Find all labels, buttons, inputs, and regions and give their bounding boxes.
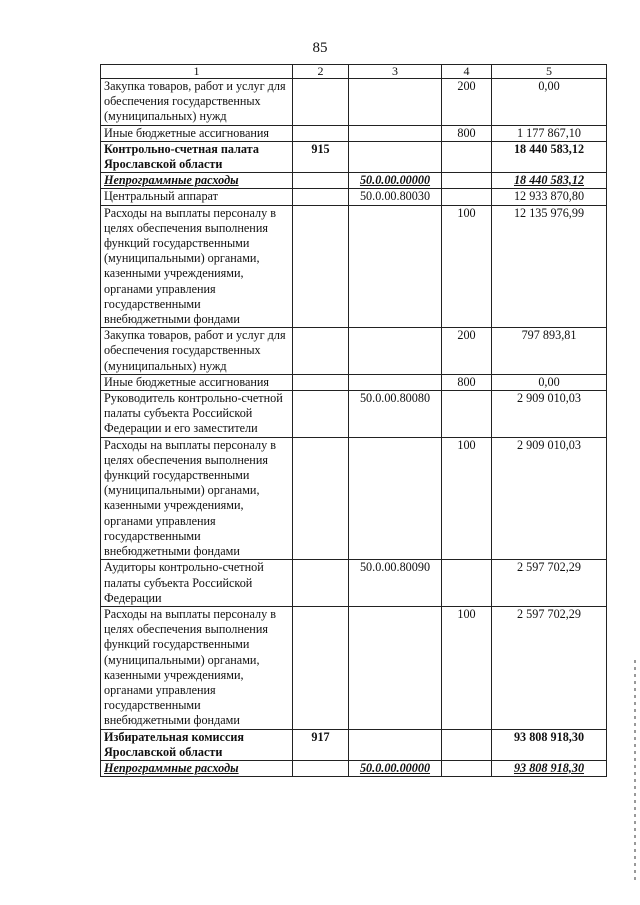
- table-row: [101, 141, 607, 172]
- row-code: [293, 606, 349, 729]
- row-amount: 93 808 918,30: [492, 729, 607, 760]
- row-name: Центральный аппарат: [101, 189, 293, 205]
- row-section: [349, 437, 442, 560]
- row-code: [293, 79, 349, 126]
- row-expense-type: [442, 189, 492, 205]
- row-code: [293, 391, 349, 438]
- row-section: 50.0.00.80030: [349, 189, 442, 205]
- row-expense-type: [442, 391, 492, 438]
- table-row: [101, 205, 607, 328]
- row-name: Контрольно-счетная палата Ярославской области: [101, 141, 293, 172]
- header-row: [101, 65, 607, 79]
- table-row: [101, 79, 607, 126]
- table-row: [101, 125, 607, 141]
- row-expense-type: 100: [442, 606, 492, 729]
- row-section: [349, 328, 442, 375]
- row-amount: 12 135 976,99: [492, 205, 607, 328]
- header-col-3: 3: [349, 65, 442, 79]
- row-name: Непрограммные расходы: [101, 173, 293, 189]
- table-row: [101, 374, 607, 390]
- row-section: [349, 125, 442, 141]
- row-code: [293, 760, 349, 776]
- row-expense-type: [442, 560, 492, 607]
- row-expense-type: [442, 173, 492, 189]
- row-name: Расходы на выплаты персоналу в целях обеспечения выполнения функций государственными (муниципальными) органами, казенными учреждениями, органами управления государственными внебюджетными фондами: [101, 606, 293, 729]
- row-name: Иные бюджетные ассигнования: [101, 374, 293, 390]
- row-code: [293, 374, 349, 390]
- row-section: [349, 374, 442, 390]
- row-expense-type: 100: [442, 205, 492, 328]
- table-row: [101, 437, 607, 560]
- row-section: 50.0.00.80090: [349, 560, 442, 607]
- table-row: [101, 560, 607, 607]
- table-row: [101, 606, 607, 729]
- row-section: [349, 141, 442, 172]
- row-expense-type: 100: [442, 437, 492, 560]
- header-col-1: 1: [101, 65, 293, 79]
- row-code: 915: [293, 141, 349, 172]
- row-name: Непрограммные расходы: [101, 760, 293, 776]
- row-name: Иные бюджетные ассигнования: [101, 125, 293, 141]
- row-section: 50.0.00.80080: [349, 391, 442, 438]
- row-amount: 0,00: [492, 79, 607, 126]
- row-code: 917: [293, 729, 349, 760]
- row-code: [293, 189, 349, 205]
- row-expense-type: [442, 760, 492, 776]
- row-expense-type: [442, 141, 492, 172]
- row-expense-type: 800: [442, 125, 492, 141]
- row-section: [349, 729, 442, 760]
- row-code: [293, 560, 349, 607]
- row-amount: 93 808 918,30: [492, 760, 607, 776]
- budget-table: [100, 64, 607, 777]
- row-code: [293, 328, 349, 375]
- row-name: Закупка товаров, работ и услуг для обеспечения государственных (муниципальных) нужд: [101, 79, 293, 126]
- table-row: [101, 189, 607, 205]
- row-section: [349, 79, 442, 126]
- row-expense-type: 200: [442, 79, 492, 126]
- header-col-2: 2: [293, 65, 349, 79]
- table-row: [101, 729, 607, 760]
- row-section: 50.0.00.00000: [349, 760, 442, 776]
- header-col-5: 5: [492, 65, 607, 79]
- scan-edge-mark: [634, 660, 636, 880]
- row-amount: 12 933 870,80: [492, 189, 607, 205]
- row-amount: 797 893,81: [492, 328, 607, 375]
- row-expense-type: [442, 729, 492, 760]
- row-section: [349, 205, 442, 328]
- row-amount: 2 909 010,03: [492, 391, 607, 438]
- row-amount: 0,00: [492, 374, 607, 390]
- row-name: Избирательная комиссия Ярославской области: [101, 729, 293, 760]
- row-amount: 18 440 583,12: [492, 173, 607, 189]
- row-amount: 2 909 010,03: [492, 437, 607, 560]
- row-code: [293, 173, 349, 189]
- row-name: Расходы на выплаты персоналу в целях обеспечения выполнения функций государственными (муниципальными) органами, казенными учреждениями, органами управления государственными внебюджетными фондами: [101, 205, 293, 328]
- table-row: [101, 173, 607, 189]
- row-amount: 18 440 583,12: [492, 141, 607, 172]
- row-section: 50.0.00.00000: [349, 173, 442, 189]
- page-number: 85: [312, 40, 328, 56]
- row-name: Руководитель контрольно-счетной палаты субъекта Российской Федерации и его заместители: [101, 391, 293, 438]
- table-row: [101, 328, 607, 375]
- table-row: [101, 391, 607, 438]
- row-expense-type: 200: [442, 328, 492, 375]
- row-name: Закупка товаров, работ и услуг для обеспечения государственных (муниципальных) нужд: [101, 328, 293, 375]
- row-name: Расходы на выплаты персоналу в целях обеспечения выполнения функций государственными (муниципальными) органами, казенными учреждениями, органами управления государственными внебюджетными фондами: [101, 437, 293, 560]
- row-expense-type: 800: [442, 374, 492, 390]
- row-amount: 2 597 702,29: [492, 606, 607, 729]
- row-name: Аудиторы контрольно-счетной палаты субъекта Российской Федерации: [101, 560, 293, 607]
- header-col-4: 4: [442, 65, 492, 79]
- row-code: [293, 125, 349, 141]
- row-amount: 2 597 702,29: [492, 560, 607, 607]
- row-amount: 1 177 867,10: [492, 125, 607, 141]
- row-code: [293, 205, 349, 328]
- table-row: [101, 760, 607, 776]
- row-code: [293, 437, 349, 560]
- row-section: [349, 606, 442, 729]
